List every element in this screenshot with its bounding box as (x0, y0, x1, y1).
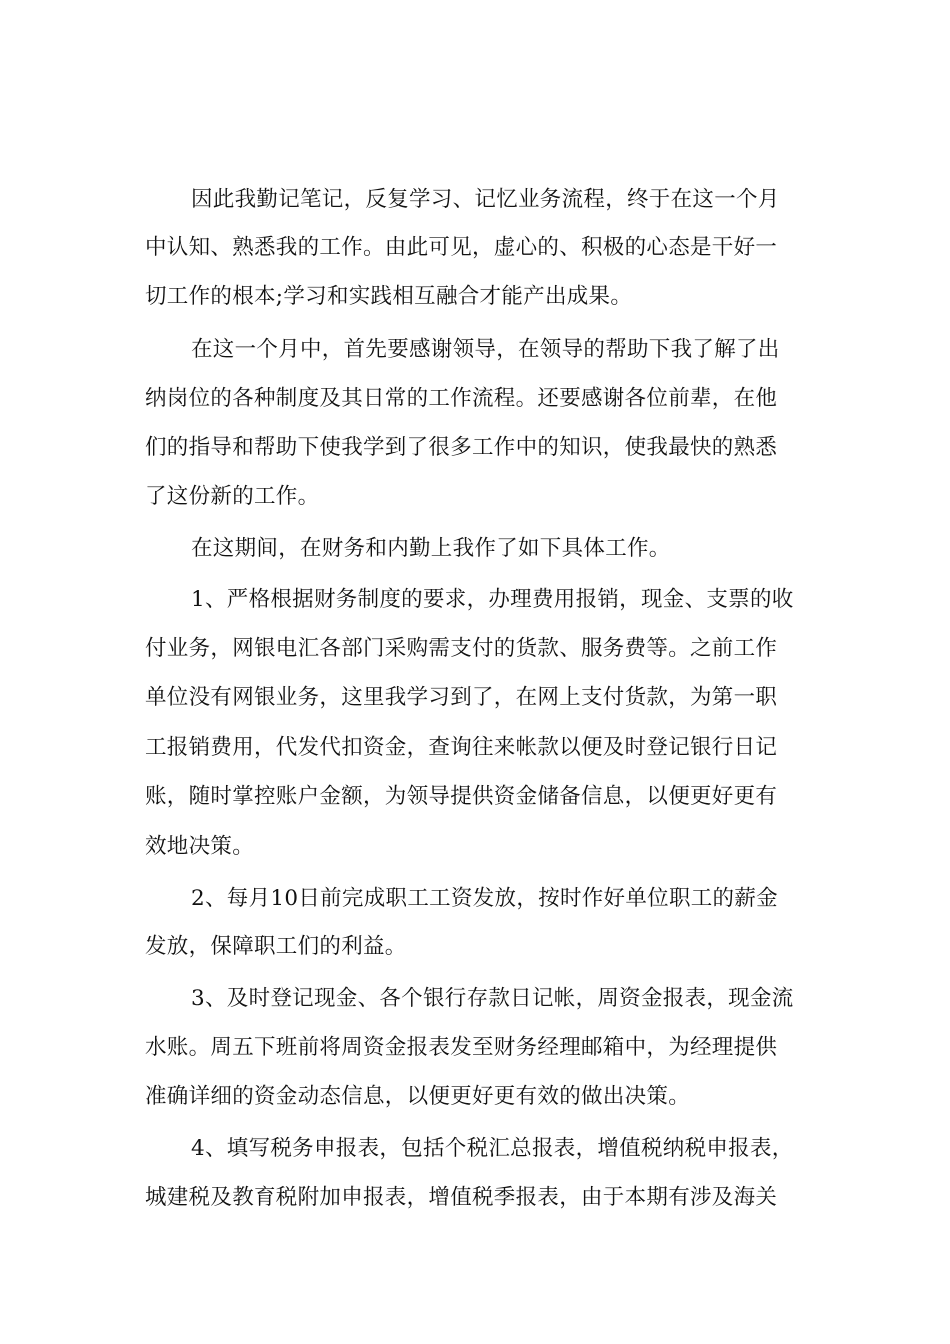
paragraph-line: 水账。周五下班前将周资金报表发至财务经理邮箱中，为经理提供 (145, 1035, 778, 1060)
paragraph-line: 因此我勤记笔记，反复学习、记忆业务流程，终于在这一个月 (191, 187, 780, 212)
paragraph-line: 2、每月10日前完成职工工资发放，按时作好单位职工的薪金 (191, 886, 778, 911)
paragraph-line: 城建税及教育税附加申报表，增值税季报表，由于本期有涉及海关 (145, 1185, 778, 1210)
paragraph-line: 中认知、熟悉我的工作。由此可见，虚心的、积极的心态是干好一 (145, 235, 778, 260)
paragraph-line: 发放，保障职工们的利益。 (145, 934, 407, 959)
paragraph-line: 单位没有网银业务，这里我学习到了，在网上支付货款，为第一职 (145, 685, 778, 710)
paragraph-line: 纳岗位的各种制度及其日常的工作流程。还要感谢各位前辈，在他 (145, 386, 778, 411)
paragraph-line: 工报销费用，代发代扣资金，查询往来帐款以便及时登记银行日记 (145, 735, 778, 760)
paragraph-line: 3、及时登记现金、各个银行存款日记帐，周资金报表，现金流 (191, 986, 794, 1011)
paragraph-line: 了这份新的工作。 (145, 484, 320, 509)
paragraph-line: 们的指导和帮助下使我学到了很多工作中的知识，使我最快的熟悉 (145, 435, 778, 460)
paragraph-line: 1、严格根据财务制度的要求，办理费用报销，现金、支票的收 (191, 587, 794, 612)
paragraph-line: 账，随时掌控账户金额，为领导提供资金储备信息，以便更好更有 (145, 784, 778, 809)
paragraph-line: 付业务，网银电汇各部门采购需支付的货款、服务费等。之前工作 (145, 636, 778, 661)
paragraph-line: 在这期间，在财务和内勤上我作了如下具体工作。 (191, 536, 671, 561)
paragraph-line: 效地决策。 (145, 834, 255, 859)
paragraph-line: 切工作的根本;学习和实践相互融合才能产出成果。 (145, 284, 633, 309)
paragraph-line: 在这一个月中，首先要感谢领导，在领导的帮助下我了解了出 (191, 337, 780, 362)
paragraph-line: 4、填写税务申报表，包括个税汇总报表，增值税纳税申报表， (191, 1136, 794, 1161)
paragraph-line: 准确详细的资金动态信息，以便更好更有效的做出决策。 (145, 1084, 691, 1109)
